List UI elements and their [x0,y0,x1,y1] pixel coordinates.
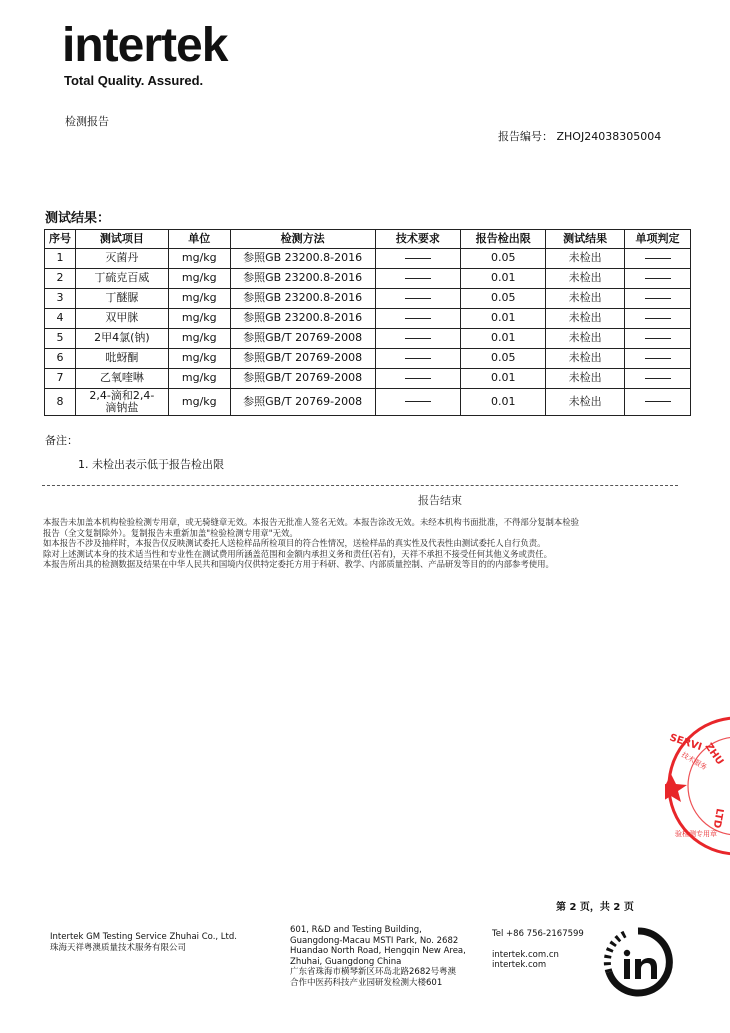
cell-unit: mg/kg [168,289,230,309]
column-header: 报告检出限 [461,230,546,249]
dash-mark [645,298,671,299]
cell-item: 乙氧喹啉 [75,369,168,389]
address-line: Huandao North Road, Hengqin New Area, [290,946,466,957]
intertek-logo: intertek [62,19,228,72]
dash-mark [405,338,431,339]
address-line: 广东省珠海市横琴新区环岛北路2682号粤澳 [290,967,457,978]
disclaimer-line: 除对上述测试本身的技术适当性和专业性在测试费用所涵盖范围和金额内承担义务和责任(若有)，天祥不承担不接受任何其他义务或责任。 [43,548,553,559]
disclaimer [43,517,688,570]
cell-no: 6 [45,349,76,369]
table-row [45,269,691,289]
dash-mark [645,258,671,259]
cell-requirement [375,309,461,329]
table-header-row [45,230,691,249]
cell-requirement [375,269,461,289]
cell-requirement [375,289,461,309]
cell-requirement [375,349,461,369]
cell-method: 参照GB 23200.8-2016 [230,309,375,329]
cell-item: 灭菌丹 [75,249,168,269]
document-type: 检测报告 [65,115,109,128]
svg-text:SERVI: SERVI [668,732,704,754]
cell-item: 吡蚜酮 [75,349,168,369]
table-row [45,369,691,389]
phone: Tel +86 756-2167599 [492,929,584,939]
dash-mark [405,278,431,279]
cell-limit: 0.01 [461,309,546,329]
dash-mark [405,378,431,379]
cell-limit: 0.01 [461,369,546,389]
column-header: 测试结果 [546,230,625,249]
dash-mark [645,318,671,319]
address-line: 601, R&D and Testing Building, [290,925,422,935]
address-line: Zhuhai, Guangdong China [290,956,402,967]
company-seal [665,716,730,856]
cell-result: 未检出 [546,349,625,369]
cell-method: 参照GB 23200.8-2016 [230,269,375,289]
column-header: 单位 [168,230,230,249]
table-row [45,289,691,309]
column-header: 测试项目 [75,230,168,249]
disclaimer-line: 本报告所出具的检测数据及结果在中华人民共和国境内仅供特定委托方用于科研、教学、内部质量控制、产品研发等目的的内部参考使用。 [43,559,554,570]
table-row [45,389,691,416]
cell-verdict [625,309,691,329]
dash-mark [405,358,431,359]
cell-unit: mg/kg [168,389,230,416]
svg-text:ZHU: ZHU [702,741,726,768]
cell-unit: mg/kg [168,369,230,389]
cell-item: 双甲脒 [75,309,168,329]
svg-text:技术服务: 技术服务 [680,750,709,772]
cell-no: 3 [45,289,76,309]
table-row [45,329,691,349]
cell-no: 2 [45,269,76,289]
cell-limit: 0.01 [461,389,546,416]
cell-verdict [625,329,691,349]
cell-result: 未检出 [546,389,625,416]
dash-mark [405,318,431,319]
dash-mark [405,401,431,402]
cell-limit: 0.05 [461,289,546,309]
cell-result: 未检出 [546,369,625,389]
cell-no: 7 [45,369,76,389]
cell-item: 2,4-滴和2,4-滴钠盐 [75,389,168,416]
dash-mark [405,258,431,259]
footer-contact [492,929,584,971]
cell-limit: 0.05 [461,349,546,369]
disclaimer-line: 本报告未加盖本机构检验检测专用章，或无骑缝章无效。本报告无批准人签名无效。本报告涂改无效。未经本机构书面批准，不得部分复制本检验 [43,517,579,527]
dash-mark [645,278,671,279]
results-table [44,229,691,416]
cell-unit: mg/kg [168,269,230,289]
cell-requirement [375,389,461,416]
disclaimer-line: 报告（全文复制除外）。复制报告未重新加盖"检验检测专用章"无效。 [43,527,298,538]
cell-requirement [375,329,461,349]
report-end-label: 报告结束 [418,494,462,507]
cell-unit: mg/kg [168,249,230,269]
cell-verdict [625,269,691,289]
dashed-divider [42,485,678,486]
cell-limit: 0.01 [461,269,546,289]
column-header: 检测方法 [230,230,375,249]
logo-tagline: Total Quality. Assured. [64,73,204,88]
cell-no: 1 [45,249,76,269]
cell-requirement [375,249,461,269]
website-link[interactable]: intertek.com [492,960,547,971]
page-number: 第 2 页，共 2 页 [556,902,634,913]
cell-item: 丁硫克百威 [75,269,168,289]
footer-address [290,925,466,989]
intertek-in-icon [603,927,673,997]
cell-unit: mg/kg [168,349,230,369]
footer-company [50,932,237,953]
cell-verdict [625,289,691,309]
dash-mark [645,358,671,359]
cell-requirement [375,369,461,389]
svg-text:验检测专用章: 验检测专用章 [675,830,717,838]
column-header: 单项判定 [625,230,691,249]
disclaimer-line: 如本报告不涉及抽样时，本报告仅反映测试委托人送检样品所检项目的符合性情况，送检样品的真实性及代表性由测试委托人自行负责。 [43,538,546,549]
table-row [45,349,691,369]
cell-method: 参照GB 23200.8-2016 [230,289,375,309]
company-name-en: Intertek GM Testing Service Zhuhai Co., Ltd. [50,932,237,942]
report-number: 报告编号： ZHOJ24038305004 [498,130,662,143]
note-item: 1. 未检出表示低于报告检出限 [78,458,224,471]
cell-unit: mg/kg [168,309,230,329]
table-row [45,249,691,269]
dash-mark [645,401,671,402]
cell-method: 参照GB 23200.8-2016 [230,249,375,269]
website-link[interactable]: intertek.com.cn [492,949,559,960]
section-title: 测试结果： [45,211,111,226]
address-line: 合作中医药科技产业园研发检测大楼601 [290,977,443,988]
cell-result: 未检出 [546,249,625,269]
cell-no: 8 [45,389,76,416]
cell-unit: mg/kg [168,329,230,349]
cell-no: 4 [45,309,76,329]
table-row [45,309,691,329]
cell-no: 5 [45,329,76,349]
cell-limit: 0.01 [461,329,546,349]
notes-heading: 备注： [45,434,78,447]
company-name-cn: 珠海天祥粤澳质量技术服务有限公司 [50,942,187,953]
dash-mark [645,338,671,339]
dash-mark [405,298,431,299]
svg-text:LTD: LTD [710,807,725,829]
column-header: 序号 [45,230,76,249]
cell-item: 2甲4氯(钠) [75,329,168,349]
cell-item: 丁醚脲 [75,289,168,309]
cell-result: 未检出 [546,269,625,289]
cell-method: 参照GB/T 20769-2008 [230,329,375,349]
cell-method: 参照GB/T 20769-2008 [230,369,375,389]
cell-verdict [625,389,691,416]
cell-method: 参照GB/T 20769-2008 [230,349,375,369]
cell-verdict [625,249,691,269]
cell-limit: 0.05 [461,249,546,269]
column-header: 技术要求 [375,230,461,249]
address-line: Guangdong-Macau MSTI Park, No. 2682 [290,935,459,946]
cell-result: 未检出 [546,309,625,329]
cell-method: 参照GB/T 20769-2008 [230,389,375,416]
cell-verdict [625,349,691,369]
dash-mark [645,378,671,379]
cell-verdict [625,369,691,389]
cell-result: 未检出 [546,289,625,309]
cell-result: 未检出 [546,329,625,349]
